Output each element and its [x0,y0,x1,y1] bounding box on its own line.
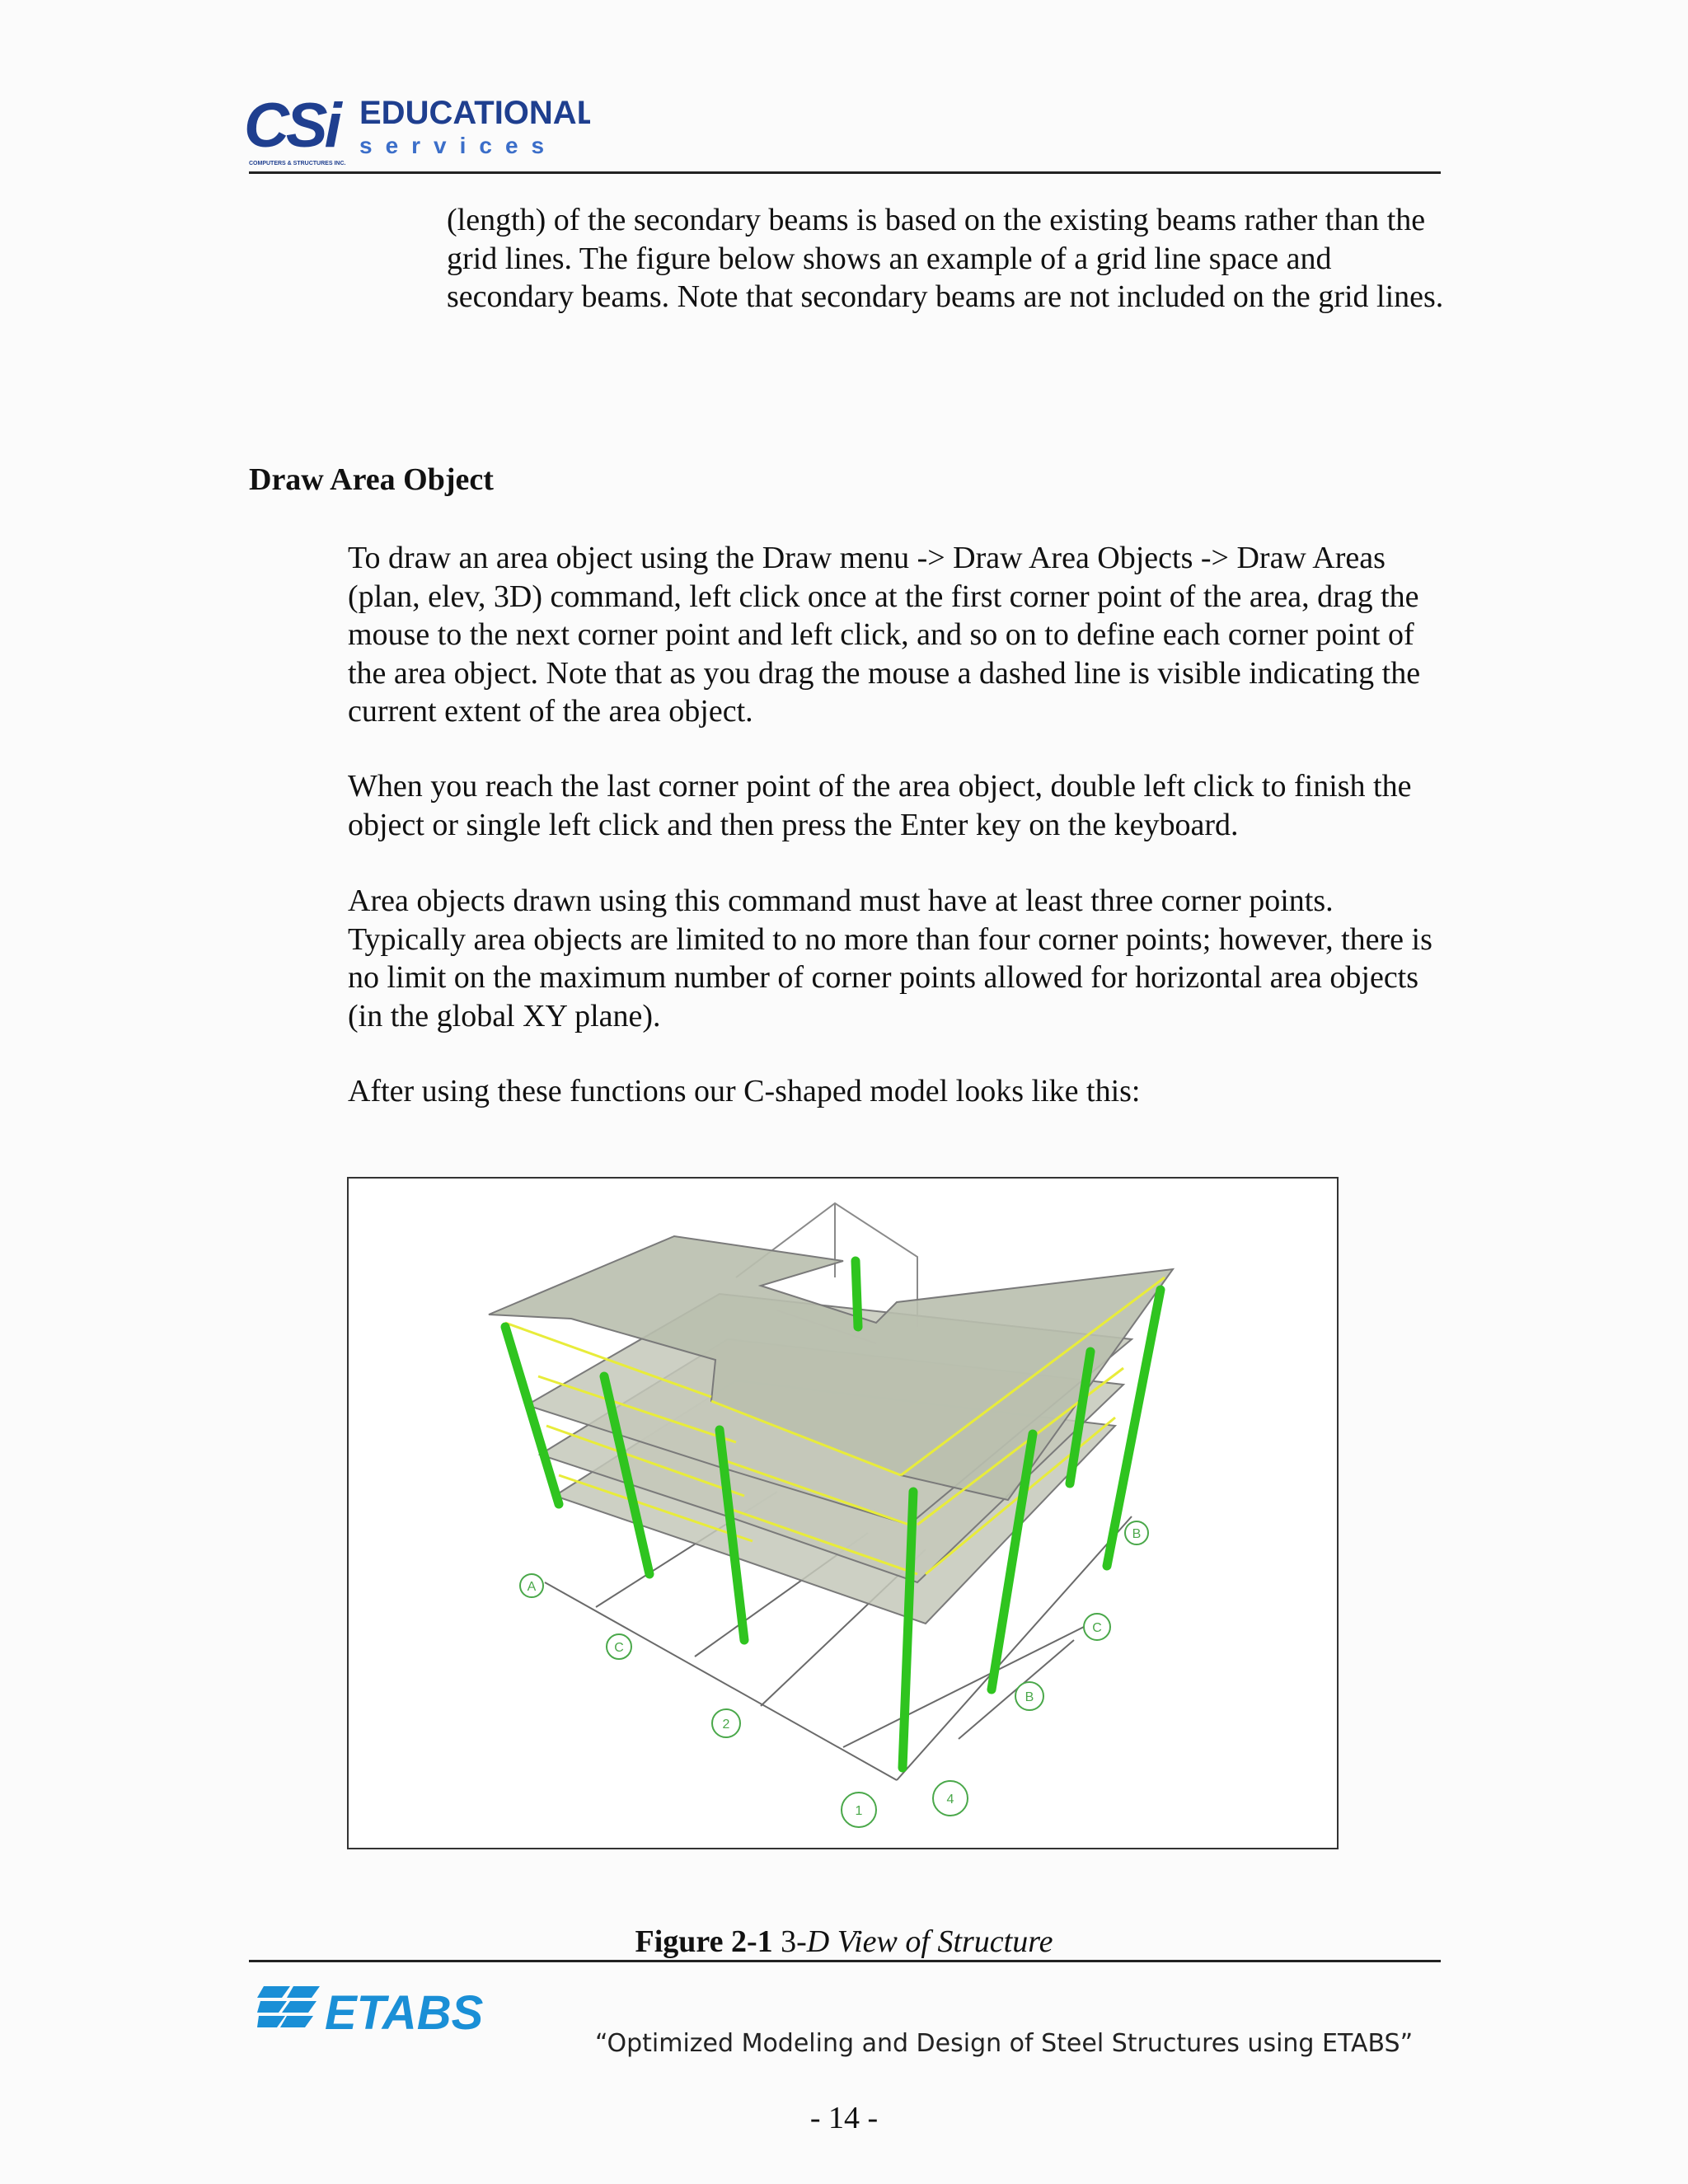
etabs-logo [257,1973,496,2047]
footer-quote: “Optimized Modeling and Design of Steel Structures using ETABS” [595,2029,1414,2058]
structure-3d-figure [347,1177,1339,1849]
intro-paragraph: (length) of the secondary beams is based on the existing beams rather than the grid lines. The figure below shows an example of a grid line space and secondary beams. Note that secondary beams are not included on the grid lines. [447,203,1444,314]
page-number: - 14 - [809,2101,879,2135]
grid-bubble-b-low [1015,1682,1043,1710]
etabs-logo-text: ETABS [325,1986,484,2040]
paragraph-corner-points: Area objects drawn using this command must have at least three corner points. Typically area objects are limited to no more than four corner points; however, there is no limit on the maximum number of corner points allowed for horizontal area objects (in the global XY plane). [348,883,1432,1033]
grid-bubble-b-high [1125,1521,1148,1544]
footer-rule [249,1960,1441,1962]
svg-text:2: 2 [722,1718,730,1732]
csi-logo-mark: CSi [244,92,339,161]
svg-text:A: A [527,1580,537,1594]
svg-text:4: 4 [946,1793,954,1807]
header-rule [249,171,1441,174]
etabs-stripes-icon [257,1986,320,2027]
paragraph-draw-instructions: To draw an area object using the Draw menu -> Draw Area Objects -> Draw Areas (plan, elev, 3D) command, left click once at the first corner point of the area, drag the mouse to the next corner point and left click, and so on to define each corner point of the area object. Note that as you drag the mouse a dashed line is visible indicating the current extent of the area object. [348,541,1421,729]
grid-bubble-1 [842,1793,876,1827]
svg-text:1: 1 [855,1804,863,1818]
floor-slabs [489,1236,1173,1624]
csi-educational-logo [244,92,590,168]
grid-bubble-a [520,1574,543,1597]
paragraph-model-intro: After using these functions our C-shaped model looks like this: [348,1074,1141,1108]
section-heading: Draw Area Object [249,462,494,497]
svg-text:B: B [1025,1690,1034,1704]
logo-tagline: COMPUTERS & STRUCTURES INC. [249,161,346,166]
grid-bubble-4 [933,1781,968,1816]
paragraph-finish-object: When you reach the last corner point of the area object, double left click to finish the object or single left click and then press the Enter key on the keyboard. [348,769,1412,842]
svg-text:B: B [1132,1527,1142,1541]
figure-caption-label: Figure 2-1 [635,1924,773,1959]
svg-text:C: C [614,1641,624,1655]
logo-subtitle: services [359,133,558,158]
figure-caption-number: 3- [772,1924,807,1959]
logo-title: EDUCATIONAL [359,95,590,131]
figure-caption-text: D View of Structure [806,1924,1053,1959]
svg-text:C: C [1092,1621,1102,1635]
structure-3d-view [349,1179,1337,1848]
grid-bubble-c-right [1084,1614,1110,1640]
grid-bubble-c-left [607,1634,631,1659]
grid-bubble-2 [712,1709,740,1737]
figure-caption [0,1924,1688,1960]
